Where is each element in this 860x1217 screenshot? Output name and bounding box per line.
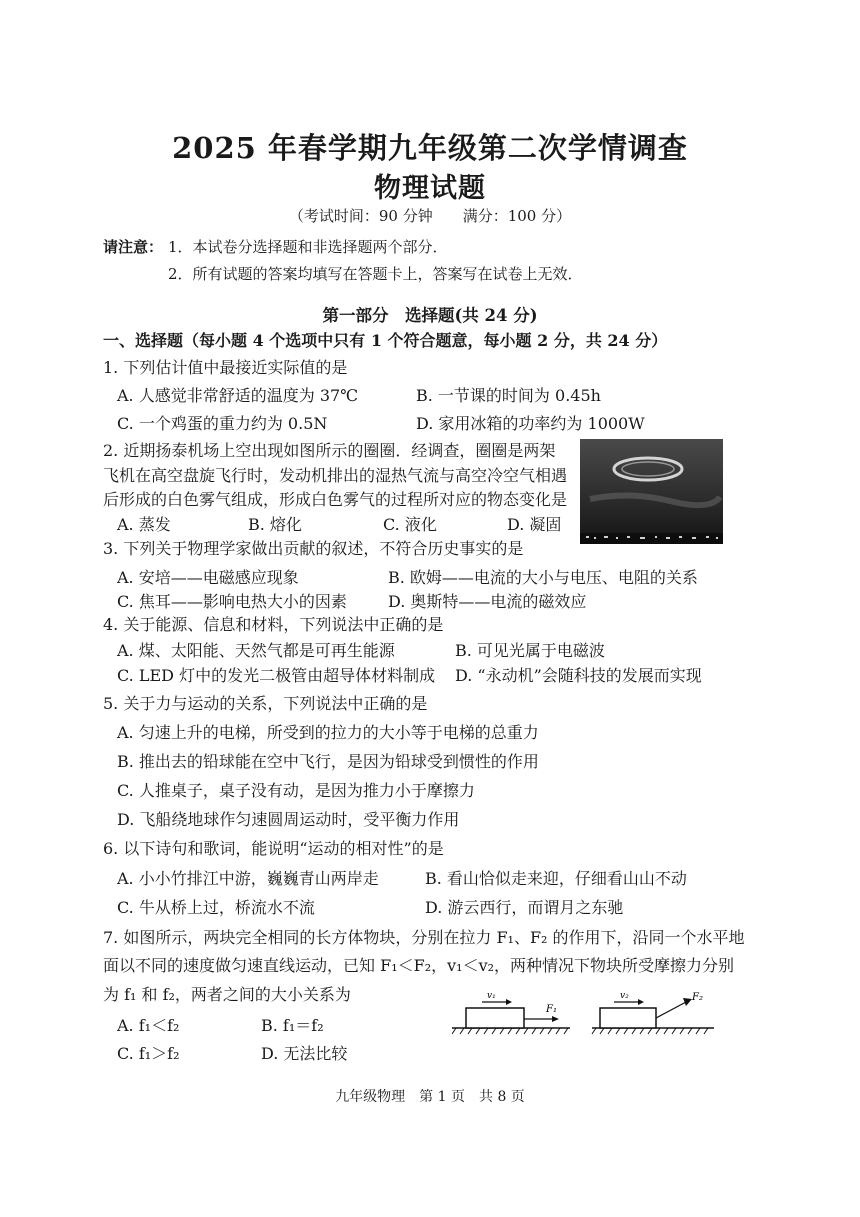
label-v2: v₂	[620, 991, 629, 1001]
q4-option-a: A. 煤、太阳能、天然气都是可再生能源	[117, 641, 395, 660]
q5-option-d: D. 飞船绕地球作匀速圆周运动时，受平衡力作用	[117, 810, 460, 829]
q3-option-a: A. 安培——电磁感应现象	[117, 568, 299, 587]
q2-option-a: A. 蒸发	[117, 515, 171, 534]
q6-stem: 6. 以下诗句和歌词，能说明“运动的相对性”的是	[103, 839, 444, 858]
q2-option-c: C. 液化	[383, 515, 437, 534]
notice-line-2: 2．所有试题的答案均填写在答题卡上，答案写在试卷上无效．	[168, 265, 583, 283]
q4-option-b: B. 可见光属于电磁波	[455, 641, 605, 660]
label-v1: v₁	[487, 991, 496, 1001]
q6-option-d: D. 游云西行，而谓月之东驰	[425, 898, 624, 917]
q1-stem: 1. 下列估计值中最接近实际值的是	[103, 358, 348, 377]
q7-option-c: C. f₁＞f₂	[117, 1044, 180, 1063]
notice-line-1: 1．本试卷分选择题和非选择题两个部分．	[168, 238, 448, 256]
q2-line-3: 后形成的白色雾气组成，形成白色雾气的过程所对应的物态变化是	[103, 490, 568, 509]
q7-line-3: 为 f₁ 和 f₂，两者之间的大小关系为	[103, 985, 351, 1004]
q7-line-2: 面以不同的速度做匀速直线运动，已知 F₁＜F₂，v₁＜v₂，两种情况下物块所受摩擦力分别	[103, 956, 735, 975]
q5-option-a: A. 匀速上升的电梯，所受到的拉力的大小等于电梯的总重力	[117, 723, 539, 742]
q4-option-c: C. LED 灯中的发光二极管由超导体材料制成	[117, 666, 436, 685]
q4-option-d: D. “永动机”会随科技的发展而实现	[455, 666, 702, 685]
cloud-ring-image	[580, 439, 723, 544]
block-1	[466, 1008, 524, 1028]
ground-hatch-2	[592, 1028, 708, 1034]
q3-stem: 3. 下列关于物理学家做出贡献的叙述，不符合历史事实的是	[103, 539, 524, 558]
q6-option-b: B. 看山恰似走来迎，仔细看山山不动	[425, 869, 687, 888]
q5-option-c: C. 人推桌子，桌子没有动，是因为推力小于摩擦力	[117, 781, 475, 800]
section-heading: 一、选择题（每小题 4 个选项中只有 1 个符合题意，每小题 2 分，共 24 分）	[103, 331, 668, 350]
q4-stem: 4. 关于能源、信息和材料，下列说法中正确的是	[103, 615, 444, 634]
q6-option-a: A. 小小竹排江中游，巍巍青山两岸走	[117, 869, 379, 888]
q2-option-d: D. 凝固	[507, 515, 562, 534]
q2-line-1: 2. 近期扬泰机场上空出现如图所示的圈圈．经调查，圈圈是两架	[103, 441, 556, 460]
q1-option-d: D. 家用冰箱的功率约为 1000W	[416, 414, 645, 433]
block-2	[600, 1008, 656, 1028]
q3-option-d: D. 奥斯特——电流的磁效应	[388, 592, 587, 611]
force-arrow-2	[656, 1002, 686, 1018]
q1-option-a: A. 人感觉非常舒适的温度为 37℃	[117, 386, 359, 405]
exam-meta: （考试时间：90 分钟 满分：100 分）	[288, 207, 572, 225]
section-title: 第一部分 选择题(共 24 分)	[322, 306, 538, 325]
q1-option-c: C. 一个鸡蛋的重力约为 0.5N	[117, 414, 328, 433]
q2-sky-photo	[580, 439, 723, 544]
q7-friction-figure	[452, 988, 714, 1040]
q6-option-c: C. 牛从桥上过，桥流水不流	[117, 898, 315, 917]
q7-option-b: B. f₁＝f₂	[261, 1016, 324, 1035]
label-f1: F₁	[546, 1004, 557, 1015]
exam-subject: 物理试题	[374, 173, 486, 204]
notice-label: 请注意：	[103, 238, 164, 256]
q3-option-b: B. 欧姆——电流的大小与电压、电阻的关系	[388, 568, 698, 587]
q3-option-c: C. 焦耳——影响电热大小的因素	[117, 592, 347, 611]
q5-option-b: B. 推出去的铅球能在空中飞行，是因为铅球受到惯性的作用	[117, 752, 539, 771]
exam-title: 2025 年春学期九年级第二次学情调查	[172, 131, 688, 165]
q7-option-a: A. f₁＜f₂	[117, 1016, 180, 1035]
label-f2: F₂	[692, 992, 703, 1003]
q2-option-b: B. 熔化	[248, 515, 302, 534]
page-footer: 九年级物理 第 1 页 共 8 页	[335, 1089, 525, 1105]
q5-stem: 5. 关于力与运动的关系，下列说法中正确的是	[103, 694, 428, 713]
q1-option-b: B. 一节课的时间为 0.45h	[416, 386, 601, 405]
q2-line-2: 飞机在高空盘旋飞行时，发动机排出的湿热气流与高空冷空气相遇	[103, 466, 568, 485]
ground-hatch-1	[452, 1028, 568, 1034]
q7-option-d: D. 无法比较	[261, 1044, 348, 1063]
q7-line-1: 7. 如图所示，两块完全相同的长方体物块，分别在拉力 F₁、F₂ 的作用下，沿同一个水平地	[103, 928, 745, 947]
